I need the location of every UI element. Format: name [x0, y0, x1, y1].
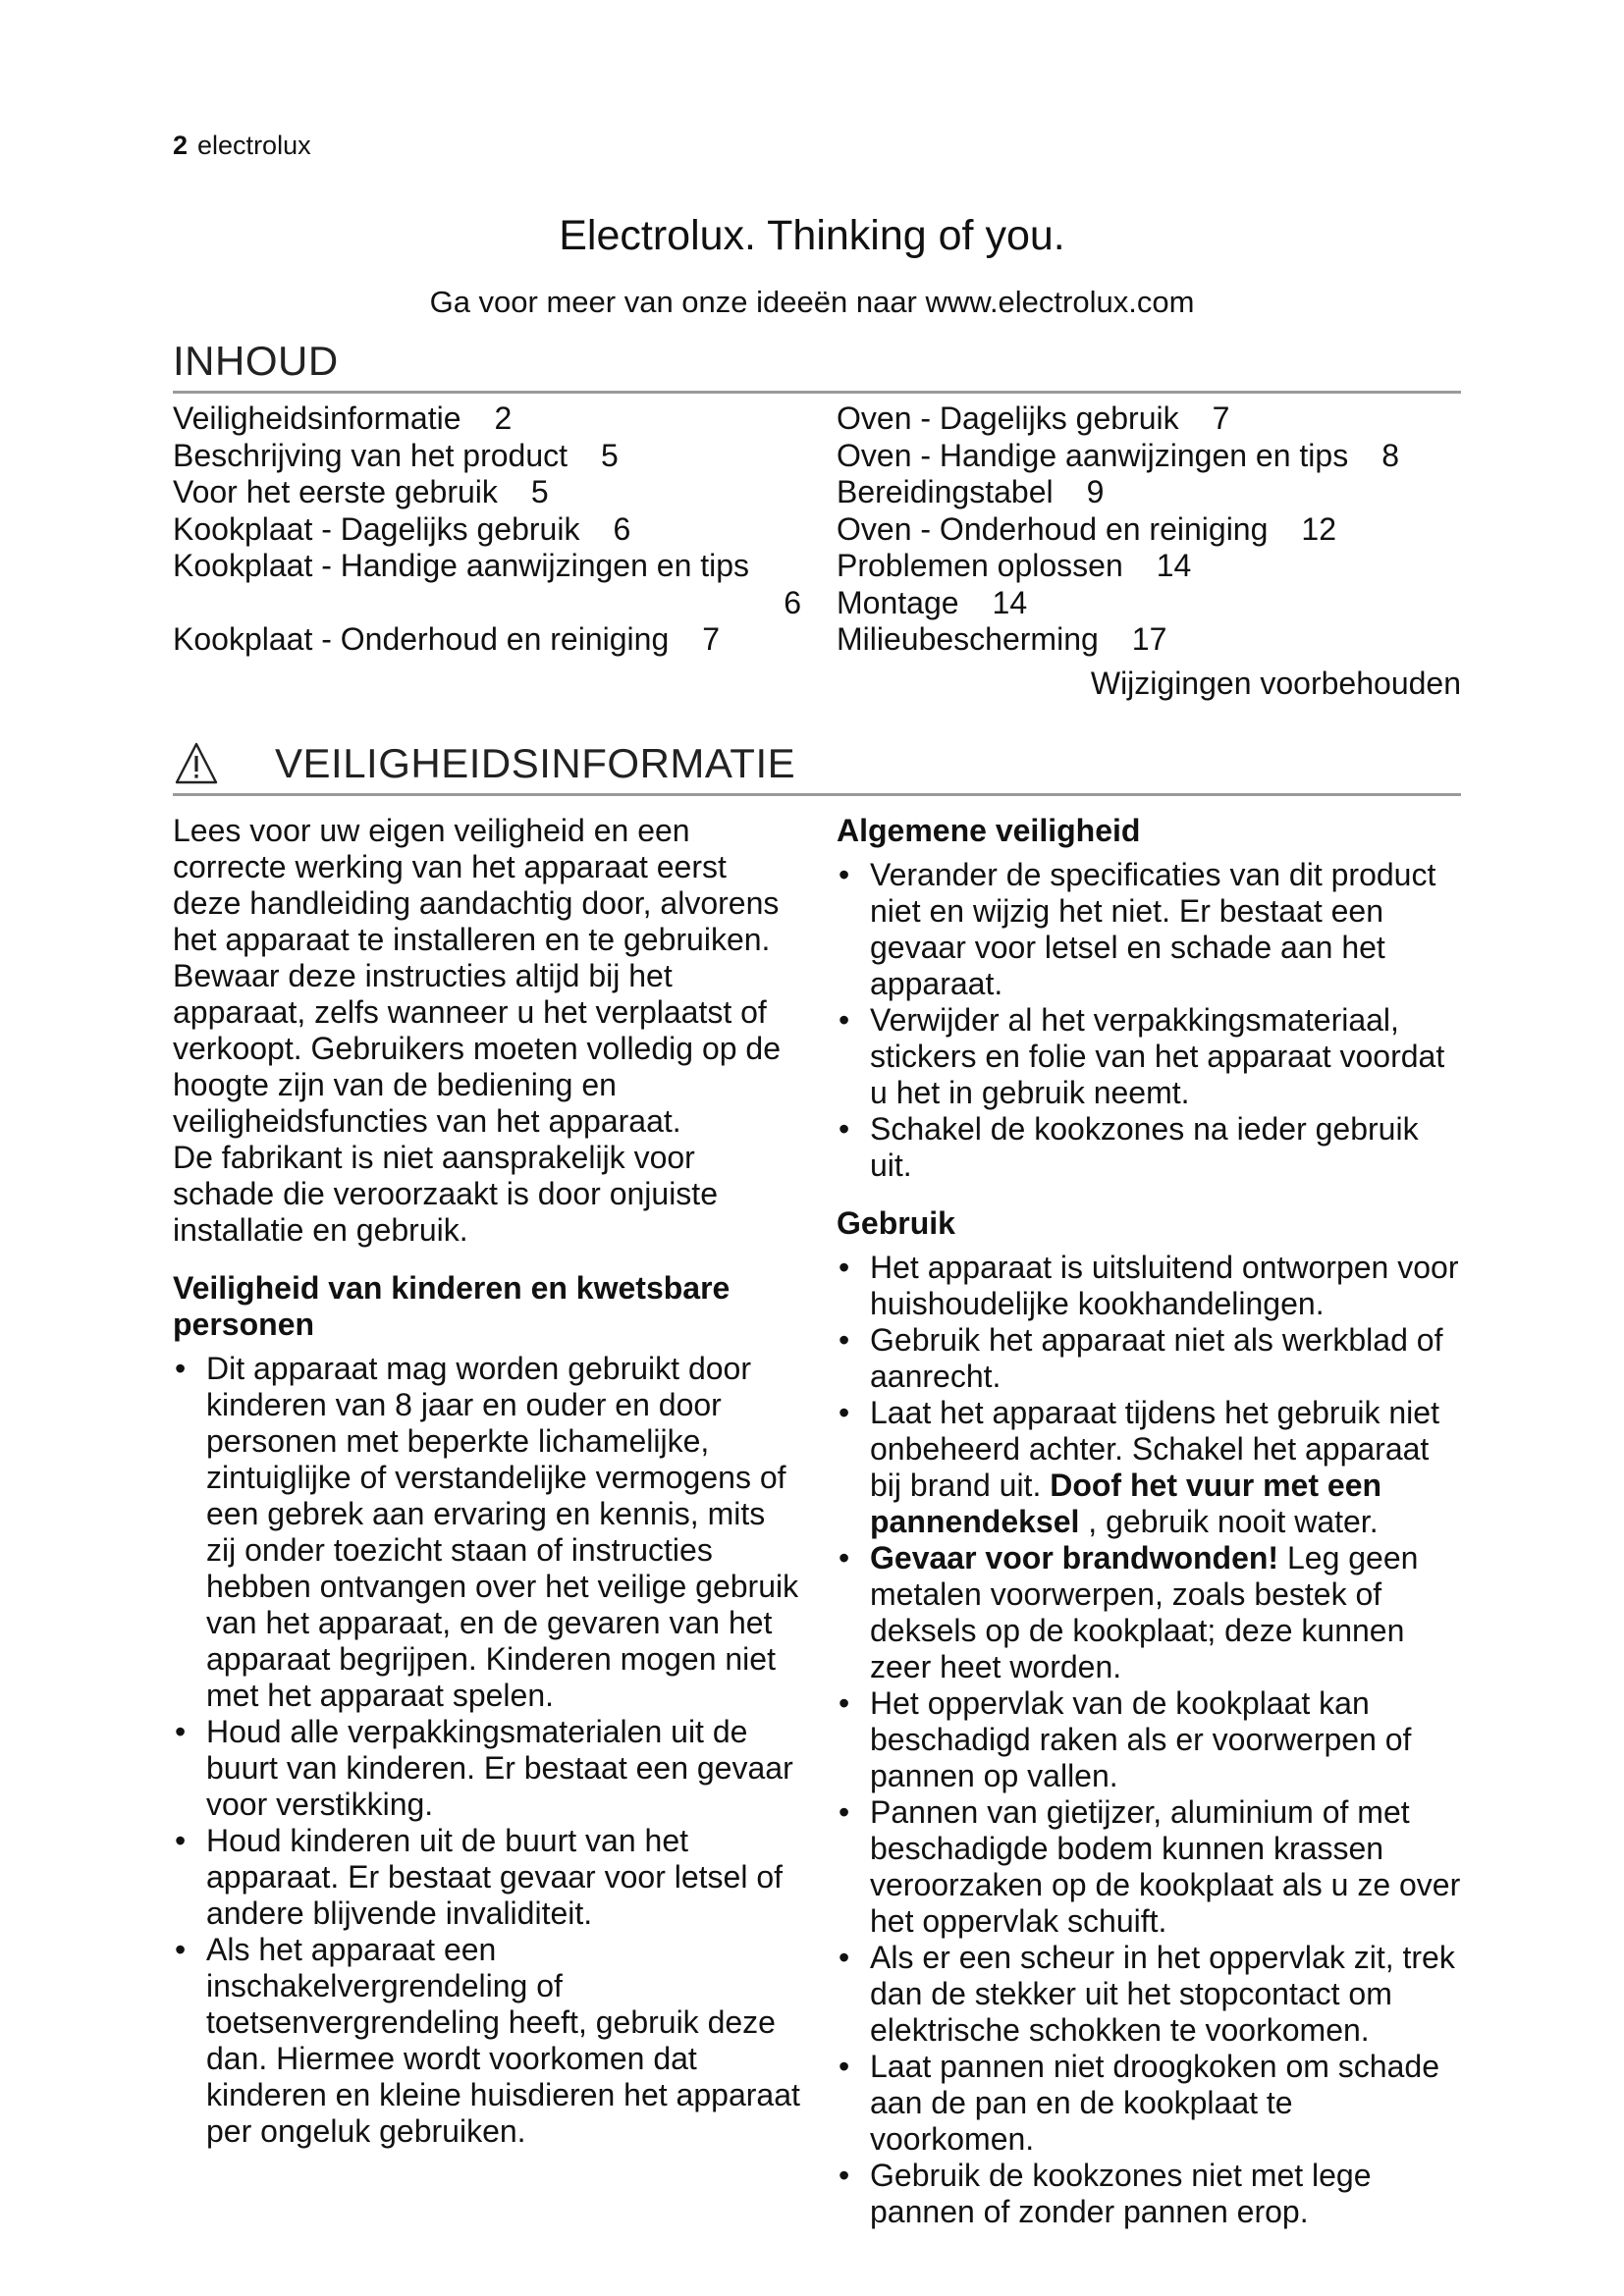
list-item: • Houd alle verpakkingsmaterialen uit de buurt van kinderen. Er bestaat een gevaar voor verstikking. — [173, 1714, 801, 1823]
toc-item[interactable] — [837, 474, 1461, 511]
list-item: • Gebruik de kookzones niet met lege pannen of zonder pannen erop. — [837, 2158, 1461, 2230]
intro-paragraph: Lees voor uw eigen veiligheid en een correcte werking van het apparaat eerst deze handleiding aandachtig door, alvorens het apparaat te installeren en te gebruiken. Bewaar deze instructies altijd bij het apparaat, zelfs wanneer u het verplaatst of verkoopt. Gebruikers moeten volledig op de hoogte zijn van de bediening en veiligheidsfuncties van het apparaat. — [173, 813, 782, 1139]
toc-item-page: 6 — [613, 510, 631, 547]
toc-item-page: 9 — [1086, 474, 1105, 509]
list-item: • Gebruik het apparaat niet als werkblad of aanrecht. — [837, 1322, 1461, 1395]
toc-item-label: Veiligheidsinformatie — [173, 400, 461, 436]
toc-item[interactable] — [173, 548, 801, 621]
toc-item[interactable] — [173, 438, 801, 475]
toc-item-page: 14 — [992, 584, 1028, 620]
children-safety-heading: Veiligheid van kinderen en kwetsbare personen — [173, 1270, 731, 1342]
toc-item[interactable] — [173, 511, 801, 549]
toc-item[interactable] — [837, 548, 1461, 585]
toc-item[interactable] — [173, 621, 801, 659]
toc-right-column — [837, 400, 1461, 659]
brand-name: electrolux — [197, 131, 311, 160]
tagline: Electrolux. Thinking of you. — [559, 212, 1065, 259]
toc-item-label: Kookplaat - Onderhoud en reiniging — [173, 621, 670, 657]
toc-item-label: Milieubescherming — [837, 621, 1099, 657]
toc-item-page: 2 — [494, 400, 513, 436]
list-item: • Pannen van gietijzer, aluminium of met beschadigde bodem kunnen krassen veroorzaken op de kookplaat als u ze over het oppervlak schuift. — [837, 1794, 1461, 1940]
toc-item-label: Oven - Handige aanwijzingen en tips — [837, 437, 1349, 473]
use-list — [837, 1250, 1461, 2230]
children-safety-list — [173, 1351, 801, 2150]
item-bold-text: Doof het vuur met een pannendeksel — [870, 1468, 1382, 1539]
toc-item-page: 8 — [1381, 437, 1399, 473]
toc-item[interactable] — [837, 621, 1461, 659]
toc-item-page: 17 — [1131, 621, 1167, 657]
page-header — [173, 131, 311, 161]
list-item: • Laat pannen niet droogkoken om schade aan de pan en de kookplaat te voorkomen. — [837, 2049, 1461, 2158]
list-item: • Verander de specificaties van dit product niet en wijzig het niet. Er bestaat een gevaar voor letsel en schade aan het apparaat. — [837, 857, 1461, 1002]
list-item: • Houd kinderen uit de buurt van het apparaat. Er bestaat gevaar voor letsel of andere blijvende invaliditeit. — [173, 1823, 801, 1932]
list-item: • Als er een scheur in het oppervlak zit, trek dan de stekker uit het stopcontact om elektrische schokken te voorkomen. — [837, 1940, 1461, 2049]
toc-item-page: 6 — [784, 584, 801, 620]
toc-item-label: Bereidingstabel — [837, 474, 1054, 509]
website-line: Ga voor meer van onze ideeën naar www.electrolux.com — [429, 285, 1195, 319]
toc-item-page: 5 — [601, 437, 619, 473]
list-item: • Als het apparaat een inschakelvergrendeling of toetsenvergrendeling heeft, gebruik deze dan. Hiermee wordt voorkomen dat kinderen en kleine huisdieren het apparaat per ongeluk gebruiken. — [173, 1932, 801, 2150]
item-bold-text: Gevaar voor brandwonden! — [870, 1540, 1279, 1575]
list-item: • Dit apparaat mag worden gebruikt door kinderen van 8 jaar en ouder en door personen met beperkte lichamelijke, zintuiglijke of verstandelijke vermogens of een gebrek aan ervaring en kennis, mits zij onder toezicht staan of instructies hebben ontvangen over het veilige gebruik van het apparaat, en de gevaren van het apparaat begrijpen. Kinderen mogen niet met het apparaat spelen. — [173, 1351, 801, 1714]
safety-right-column — [837, 813, 1461, 2230]
toc-item-page: 7 — [1212, 400, 1230, 436]
general-safety-list — [837, 857, 1461, 1184]
list-item — [837, 1395, 1461, 1540]
liability-paragraph: De fabrikant is niet aansprakelijk voor schade die veroorzaakt is door onjuiste installatie en gebruik. — [173, 1140, 718, 1248]
list-item: • Verwijder al het verpakkingsmateriaal, stickers en folie van het apparaat voordat u het in gebruik neemt. — [837, 1002, 1461, 1111]
item-text: Leg geen metalen voorwerpen, zoals bestek of deksels op de kookplaat; deze kunnen zeer heet worden. — [870, 1540, 1419, 1684]
safety-heading — [173, 740, 1461, 796]
toc-item-label: Beschrijving van het product — [173, 437, 568, 473]
safety-left-column — [173, 813, 801, 2150]
toc-item-label: Problemen oplossen — [837, 548, 1123, 583]
toc-item-label: Voor het eerste gebruik — [173, 474, 498, 509]
toc-item[interactable] — [837, 438, 1461, 475]
toc-item[interactable] — [837, 511, 1461, 549]
toc-item-label: Kookplaat - Handige aanwijzingen en tips — [173, 548, 750, 583]
toc-item[interactable] — [837, 400, 1461, 438]
safety-title: VEILIGHEIDSINFORMATIE — [275, 740, 796, 786]
toc-item[interactable] — [173, 400, 801, 438]
toc-item-label: Oven - Dagelijks gebruik — [837, 400, 1179, 436]
toc-title: INHOUD — [173, 338, 339, 384]
toc-note: Wijzigingen voorbehouden — [1090, 666, 1461, 701]
list-item: • Schakel de kookzones na ieder gebruik uit. — [837, 1111, 1461, 1184]
toc-heading — [173, 338, 1461, 394]
toc-item[interactable] — [173, 474, 801, 511]
toc-item-label: Oven - Onderhoud en reiniging — [837, 510, 1269, 547]
item-text: , gebruik nooit water. — [1079, 1504, 1379, 1539]
list-item: • Het apparaat is uitsluitend ontworpen voor huishoudelijke kookhandelingen. — [837, 1250, 1461, 1322]
toc-item-page: 7 — [702, 621, 721, 657]
toc-item-page: 12 — [1301, 510, 1336, 547]
toc-item[interactable] — [837, 585, 1461, 622]
toc-left-column — [173, 400, 801, 659]
list-item: • Het oppervlak van de kookplaat kan beschadigd raken als er voorwerpen of pannen op vallen. — [837, 1685, 1461, 1794]
toc-item-page: 14 — [1156, 548, 1192, 583]
page-number: 2 — [173, 131, 189, 160]
warning-triangle-icon — [175, 741, 218, 786]
toc-item-label: Montage — [837, 584, 959, 620]
toc-item-label: Kookplaat - Dagelijks gebruik — [173, 510, 580, 547]
list-item — [837, 1540, 1461, 1685]
general-safety-heading: Algemene veiligheid — [837, 813, 1141, 848]
toc-item-page: 5 — [530, 474, 549, 509]
item-text: Laat het apparaat tijdens het gebruik niet onbeheerd achter. Schakel het apparaat bij brand uit. — [870, 1395, 1439, 1503]
use-heading: Gebruik — [837, 1205, 955, 1241]
